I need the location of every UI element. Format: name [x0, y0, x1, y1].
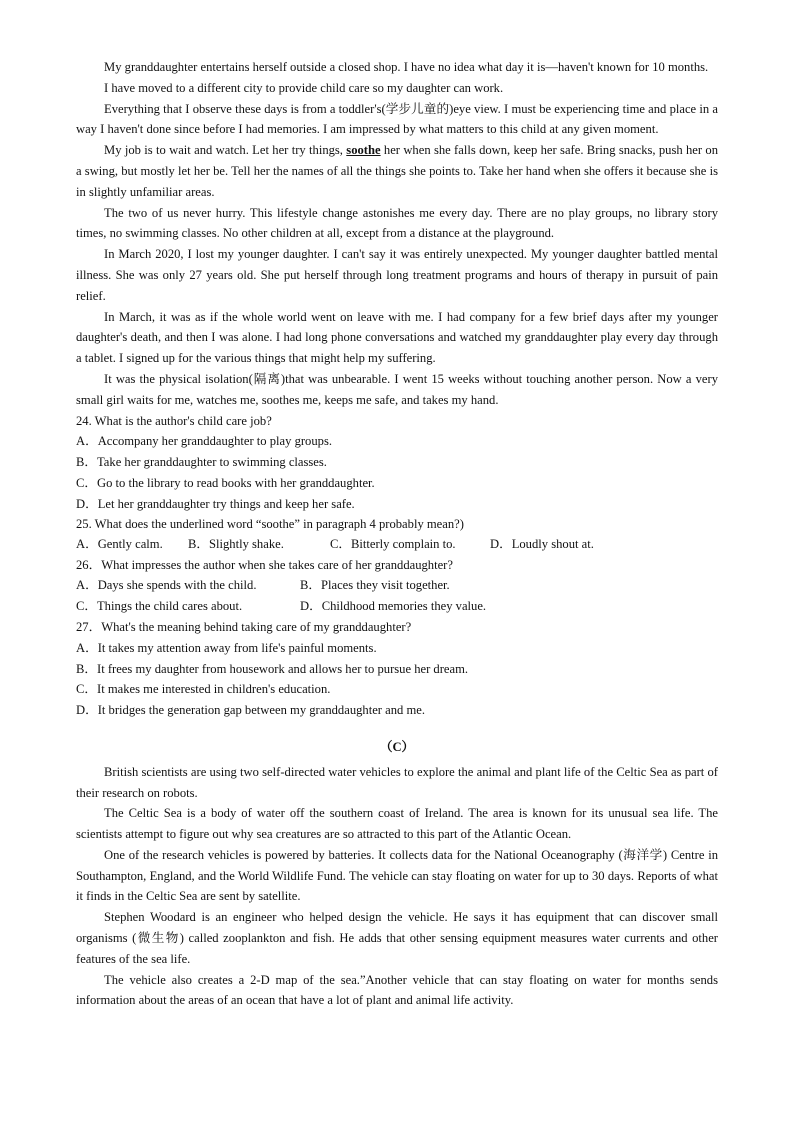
passage-c-paragraph-1: British scientists are using two self-directed water vehicles to explore the animal and plant life of the Celtic Sea as part of their research on robots. [76, 764, 718, 800]
question-25-option-c[interactable]: C．Bitterly complain to. [330, 536, 456, 551]
passage-b-paragraph-4 [76, 140, 718, 202]
question-25-stem: 25. What does the underlined word “soothe” in paragraph 4 probably mean?) [76, 516, 464, 531]
passage-c-paragraph-2: The Celtic Sea is a body of water off the southern coast of Ireland. The area is known for its unusual sea life. The scientists attempt to figure out why sea creatures are so attracted to this part of the Atlantic Ocean. [76, 806, 718, 842]
question-25 [76, 514, 718, 555]
question-25-options [76, 534, 718, 555]
passage-c-paragraph-4: Stephen Woodard is an engineer who helped design the vehicle. He says it has equipment that can discover small organisms (微生物) called zooplankton and fish. He adds that other sensing equipment measures water currents and other features of the sea life. [76, 910, 718, 966]
question-27-option-b[interactable]: B．It frees my daughter from housework and allows her to pursue her dream. [76, 661, 469, 676]
document-page [76, 57, 718, 1011]
passage-c-paragraph-5: The vehicle also creates a 2-D map of the sea.”Another vehicle that can stay floating on water for months sends information about the areas of an ocean that have a lot of plant and animal life activity. [76, 972, 718, 1008]
passage-b-paragraph-6: In March 2020, I lost my younger daughter. I can't say it was entirely unexpected. My younger daughter battled mental illness. She was only 27 years old. She put herself through long treatment programs and hours of therapy in pursuit of pain relief. [76, 247, 718, 303]
question-26-option-b[interactable]: B．Places they visit together. [300, 578, 450, 593]
paragraph-4-text-before: My job is to wait and watch. Let her try things, [104, 143, 347, 158]
question-27-option-c[interactable]: C．It makes me interested in children's education. [76, 682, 331, 697]
question-26 [76, 555, 718, 617]
question-24-stem: 24. What is the author's child care job? [76, 413, 272, 428]
question-26-options-row-1 [76, 575, 718, 596]
question-27-stem: 27．What's the meaning behind taking care of my granddaughter? [76, 619, 412, 634]
question-26-options-row-2 [76, 596, 718, 617]
passage-b-paragraph-5: The two of us never hurry. This lifestyle change astonishes me every day. There are no play groups, no library story times, no swimming classes. No other children at all, except from a distance at the playground. [76, 205, 718, 241]
underlined-word-soothe: soothe [346, 143, 381, 158]
question-24-option-c[interactable]: C．Go to the library to read books with her granddaughter. [76, 475, 375, 490]
passage-b-paragraph-1: My granddaughter entertains herself outside a closed shop. I have no idea what day it is—haven't known for 10 months. [104, 60, 709, 74]
question-26-option-c[interactable]: C．Things the child cares about. [76, 599, 243, 614]
question-27 [76, 617, 718, 721]
question-25-option-b[interactable]: B．Slightly shake. [188, 536, 284, 551]
section-c-title: （C） [379, 739, 415, 754]
question-24-option-b[interactable]: B．Take her granddaughter to swimming classes. [76, 455, 327, 470]
question-26-stem: 26．What impresses the author when she takes care of her granddaughter? [76, 557, 453, 572]
question-27-option-a[interactable]: A．It takes my attention away from life's painful moments. [76, 640, 377, 655]
passage-b-paragraph-3: Everything that I observe these days is from a toddler's(学步儿童的)eye view. I must be experiencing time and place in a way I haven't done since before I had memories. I am impressed by what matters to this child at any given moment. [76, 101, 718, 137]
question-24-option-a[interactable]: A．Accompany her granddaughter to play groups. [76, 434, 333, 449]
question-27-option-d[interactable]: D．It bridges the generation gap between my granddaughter and me. [76, 703, 426, 718]
question-25-option-a[interactable]: A．Gently calm. [76, 536, 163, 551]
passage-b-paragraph-2: I have moved to a different city to provide child care so my daughter can work. [104, 80, 504, 95]
question-24 [76, 411, 718, 514]
paragraph-4-text-after: her when she falls down, keep her safe. Bring snacks, push her on a swing, but mostly let her be. Tell her the names of all the things she points to. Take her hand when she offers it because she is in slightly unfamiliar areas. [76, 143, 718, 199]
passage-b-paragraph-7: In March, it was as if the whole world went on leave with me. I had company for a few brief days after my younger daughter's death, and then I was alone. I had long phone conversations and watched my granddaughter play every day through a tablet. I signed up for the various things that might help my suffering. [76, 309, 718, 366]
question-25-option-d[interactable]: D．Loudly shout at. [490, 536, 594, 551]
question-24-option-d[interactable]: D．Let her granddaughter try things and keep her safe. [76, 496, 355, 511]
question-26-option-d[interactable]: D．Childhood memories they value. [300, 599, 487, 614]
passage-c-paragraph-3: One of the research vehicles is powered by batteries. It collects data for the National Oceanography (海洋学) Centre in Southampton, England, and the World Wildlife Fund. The vehicle can stay floating on water for up to 30 days. Reports of what it finds in the Celtic Sea are sent by satellite. [76, 847, 718, 904]
question-26-option-a[interactable]: A．Days she spends with the child. [76, 578, 257, 593]
passage-b-paragraph-8: It was the physical isolation(隔离)that was unbearable. I went 15 weeks without touching another person. Now a very small girl waits for me, watches me, soothes me, keeps me safe, and takes my hand. [76, 371, 718, 407]
